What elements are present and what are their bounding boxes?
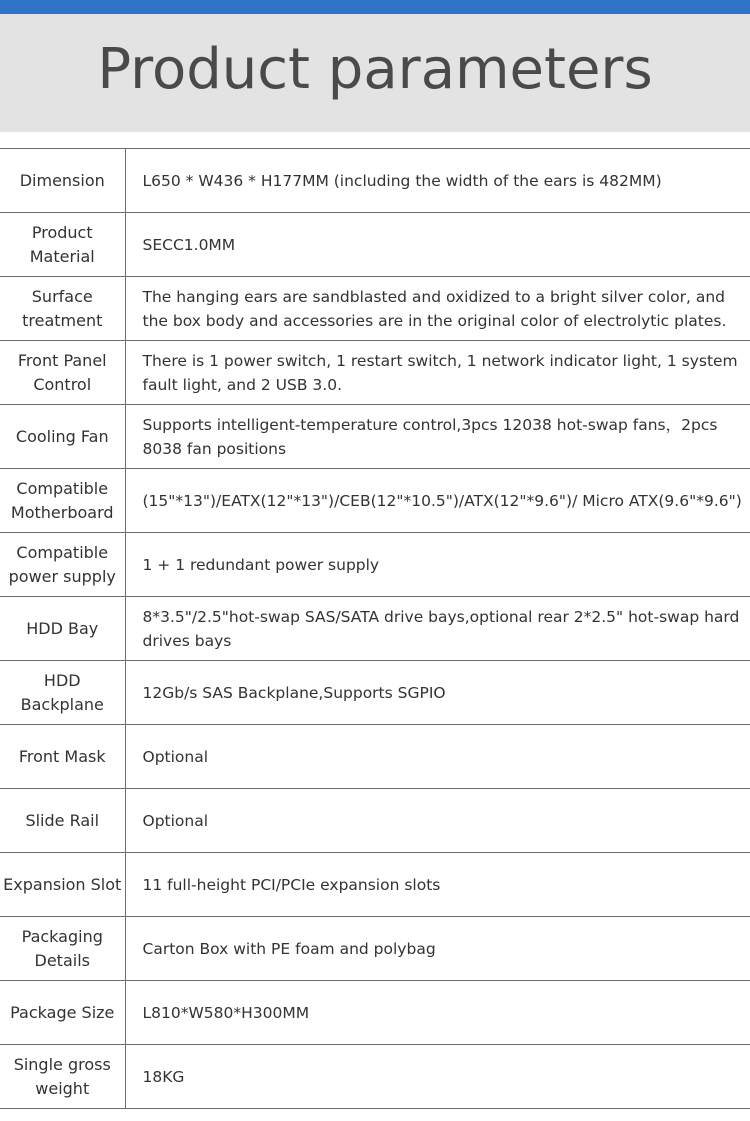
table-row [0, 405, 750, 469]
param-label: Cooling Fan [0, 405, 125, 469]
table-row [0, 469, 750, 533]
param-label: HDD Backplane [0, 661, 125, 725]
table-row [0, 149, 750, 213]
param-value: 1 + 1 redundant power supply [125, 533, 750, 597]
param-label: Compatible Motherboard [0, 469, 125, 533]
table-row [0, 1045, 750, 1109]
table-row [0, 213, 750, 277]
param-label: Dimension [0, 149, 125, 213]
param-label: Compatible power supply [0, 533, 125, 597]
param-value: Supports intelligent-temperature control,3pcs 12038 hot-swap fans，2pcs 8038 fan positions [125, 405, 750, 469]
param-value: Carton Box with PE foam and polybag [125, 917, 750, 981]
top-accent-bar [0, 0, 750, 14]
param-label: Front Mask [0, 725, 125, 789]
table-row [0, 789, 750, 853]
param-value: Optional [125, 789, 750, 853]
param-label: Surface treatment [0, 277, 125, 341]
param-label: Slide Rail [0, 789, 125, 853]
param-label: Package Size [0, 981, 125, 1045]
table-row [0, 661, 750, 725]
param-value: Optional [125, 725, 750, 789]
param-value: 12Gb/s SAS Backplane,Supports SGPIO [125, 661, 750, 725]
table-row [0, 853, 750, 917]
page-header [0, 14, 750, 132]
table-row [0, 277, 750, 341]
param-label: Expansion Slot [0, 853, 125, 917]
param-label: Packaging Details [0, 917, 125, 981]
parameters-table [0, 148, 750, 1109]
table-row [0, 981, 750, 1045]
param-label: HDD Bay [0, 597, 125, 661]
param-value: 8*3.5"/2.5"hot-swap SAS/SATA drive bays,optional rear 2*2.5" hot-swap hard drives bays [125, 597, 750, 661]
table-row [0, 533, 750, 597]
param-label: Front Panel Control [0, 341, 125, 405]
param-value: The hanging ears are sandblasted and oxidized to a bright silver color, and the box body and accessories are in the original color of electrolytic plates. [125, 277, 750, 341]
table-row [0, 597, 750, 661]
param-value: L650 * W436 * H177MM (including the width of the ears is 482MM) [125, 149, 750, 213]
page-title: Product parameters [97, 36, 653, 102]
param-value: There is 1 power switch, 1 restart switch, 1 network indicator light, 1 system fault light, and 2 USB 3.0. [125, 341, 750, 405]
table-row [0, 725, 750, 789]
table-row [0, 917, 750, 981]
param-value: SECC1.0MM [125, 213, 750, 277]
param-value: L810*W580*H300MM [125, 981, 750, 1045]
param-value: 18KG [125, 1045, 750, 1109]
table-row [0, 341, 750, 405]
param-value: 11 full-height PCI/PCIe expansion slots [125, 853, 750, 917]
param-label: Product Material [0, 213, 125, 277]
param-value: (15"*13")/EATX(12"*13")/CEB(12"*10.5")/ATX(12"*9.6")/ Micro ATX(9.6"*9.6") [125, 469, 750, 533]
param-label: Single gross weight [0, 1045, 125, 1109]
